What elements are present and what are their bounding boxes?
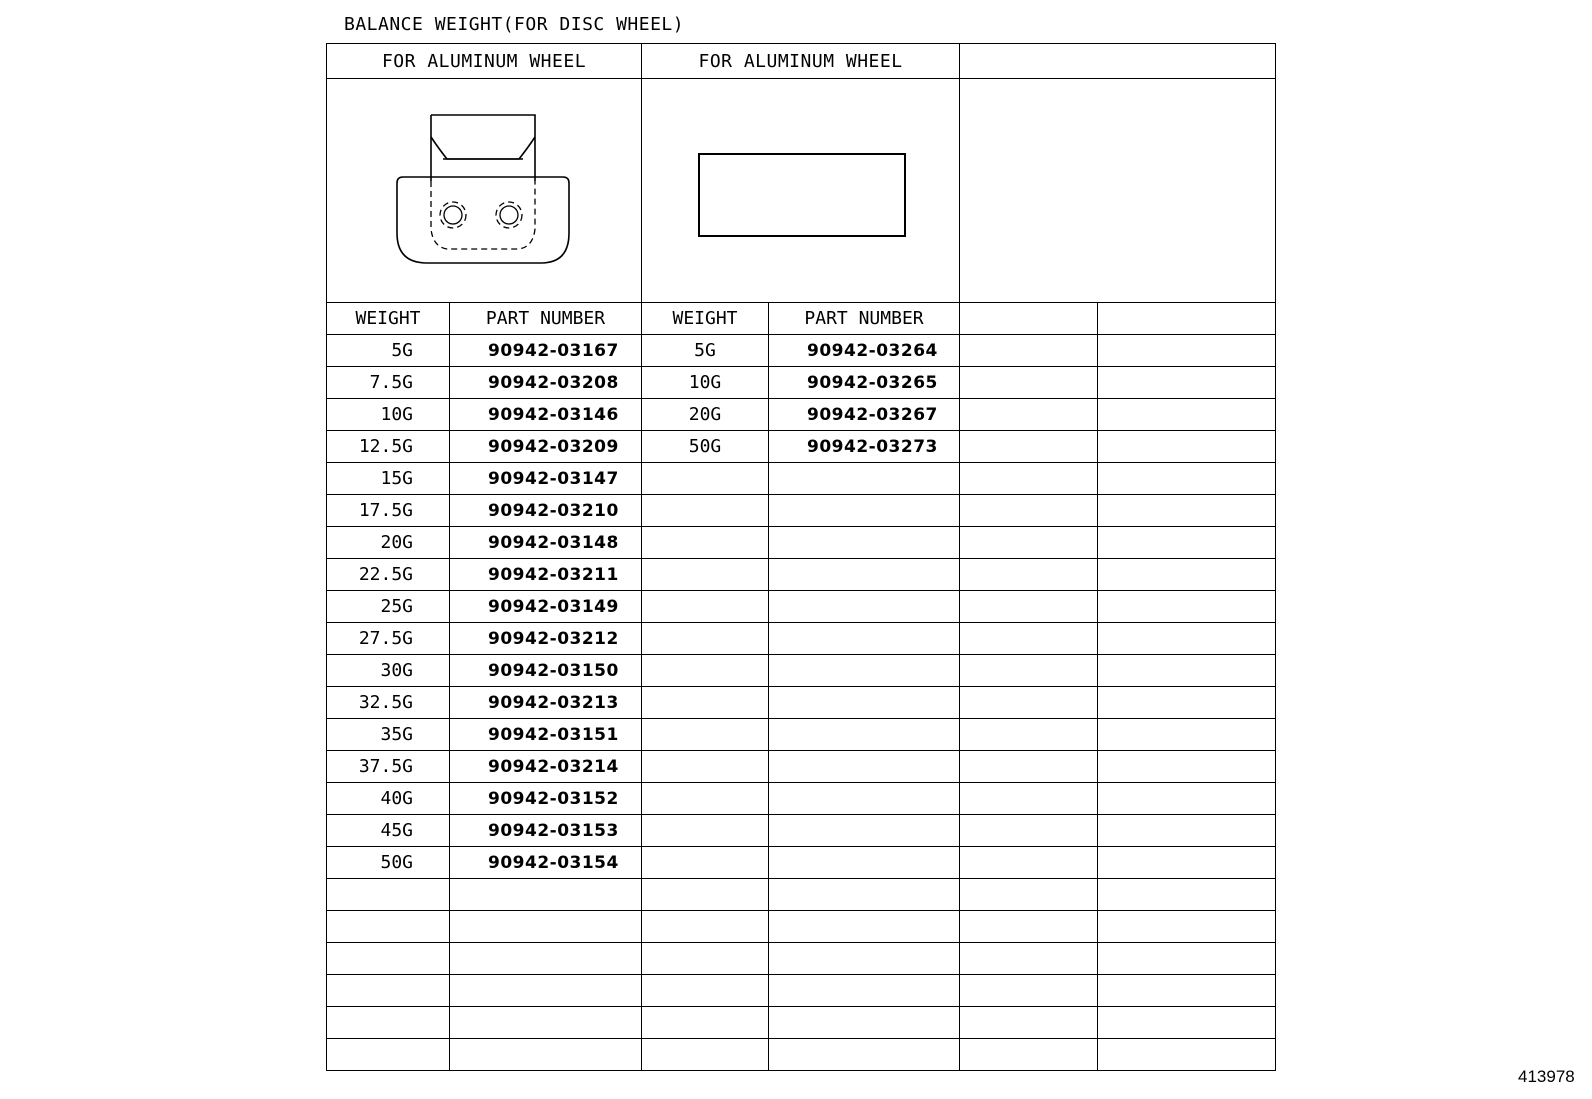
empty-cell <box>1098 463 1276 495</box>
weight-cell: 10G <box>642 367 769 399</box>
empty-cell <box>1098 591 1276 623</box>
weight-cell: 35G <box>327 719 450 751</box>
part-number-cell: 90942-03208 <box>450 367 642 399</box>
weight-cell <box>642 975 769 1007</box>
empty-cell <box>960 943 1098 975</box>
weight-cell <box>642 623 769 655</box>
weight-cell <box>642 559 769 591</box>
table-row <box>327 591 1276 623</box>
part-number-cell <box>450 879 642 911</box>
empty-cell <box>1098 495 1276 527</box>
weight-cell: 40G <box>327 783 450 815</box>
table-row <box>327 687 1276 719</box>
part-number-cell <box>450 911 642 943</box>
part-number-cell: 90942-03264 <box>769 335 960 367</box>
part-number-cell <box>450 1007 642 1039</box>
weight-cell <box>642 783 769 815</box>
part-number-cell <box>769 463 960 495</box>
part-number-cell <box>769 815 960 847</box>
empty-cell <box>1098 911 1276 943</box>
empty-cell <box>960 719 1098 751</box>
weight-cell <box>642 815 769 847</box>
empty-cell <box>1098 975 1276 1007</box>
empty-cell <box>1098 367 1276 399</box>
empty-cell <box>960 367 1098 399</box>
empty-cell <box>960 559 1098 591</box>
part-number-cell <box>769 911 960 943</box>
weight-header: WEIGHT <box>327 303 450 335</box>
illustration-cell <box>327 79 642 303</box>
document-id: 413978 <box>1518 1067 1575 1086</box>
empty-cell <box>960 975 1098 1007</box>
section-header-aluminum-adhesive: FOR ALUMINUM WHEEL <box>642 44 960 79</box>
part-number-header: PART NUMBER <box>450 303 642 335</box>
empty-cell <box>1098 623 1276 655</box>
table-row <box>327 431 1276 463</box>
weight-cell: 20G <box>327 527 450 559</box>
section-header-aluminum-clip: FOR ALUMINUM WHEEL <box>327 44 642 79</box>
part-number-cell: 90942-03213 <box>450 687 642 719</box>
empty-cell <box>960 815 1098 847</box>
weight-cell: 22.5G <box>327 559 450 591</box>
empty-cell <box>1098 1007 1276 1039</box>
section-header-row <box>327 44 1276 79</box>
table-body <box>327 335 1276 1071</box>
part-number-cell: 90942-03146 <box>450 399 642 431</box>
part-number-cell: 90942-03148 <box>450 527 642 559</box>
clip-on-balance-weight-icon <box>327 79 642 298</box>
part-number-cell: 90942-03267 <box>769 399 960 431</box>
weight-cell: 5G <box>642 335 769 367</box>
weight-cell <box>327 975 450 1007</box>
weight-cell: 45G <box>327 815 450 847</box>
empty-cell <box>1098 527 1276 559</box>
weight-cell <box>642 687 769 719</box>
part-number-cell <box>769 1039 960 1071</box>
table-row <box>327 623 1276 655</box>
part-number-cell <box>769 1007 960 1039</box>
weight-cell <box>327 943 450 975</box>
part-number-cell <box>769 527 960 559</box>
weight-cell <box>642 655 769 687</box>
table-row <box>327 943 1276 975</box>
part-number-header: PART NUMBER <box>769 303 960 335</box>
weight-cell <box>642 719 769 751</box>
part-number-cell: 90942-03151 <box>450 719 642 751</box>
empty-cell <box>960 783 1098 815</box>
weight-cell <box>642 847 769 879</box>
part-number-cell <box>769 623 960 655</box>
table-row <box>327 527 1276 559</box>
empty-cell <box>1098 783 1276 815</box>
weight-cell <box>642 1007 769 1039</box>
part-number-cell: 90942-03265 <box>769 367 960 399</box>
weight-cell: 50G <box>642 431 769 463</box>
empty-cell <box>1098 687 1276 719</box>
part-number-cell: 90942-03211 <box>450 559 642 591</box>
weight-cell <box>642 495 769 527</box>
table-row <box>327 559 1276 591</box>
weight-cell: 30G <box>327 655 450 687</box>
empty-cell <box>1098 559 1276 591</box>
empty-cell <box>1098 815 1276 847</box>
table-row <box>327 655 1276 687</box>
empty-cell <box>960 591 1098 623</box>
adhesive-balance-weight-icon <box>642 79 960 298</box>
table-row <box>327 783 1276 815</box>
part-number-cell <box>769 687 960 719</box>
table-row <box>327 1007 1276 1039</box>
empty-header <box>960 303 1098 335</box>
empty-cell <box>960 431 1098 463</box>
weight-cell: 25G <box>327 591 450 623</box>
table-row <box>327 367 1276 399</box>
weight-cell: 12.5G <box>327 431 450 463</box>
parts-table <box>326 43 1276 1071</box>
empty-cell <box>960 879 1098 911</box>
table-row <box>327 847 1276 879</box>
table-row <box>327 399 1276 431</box>
part-number-cell: 90942-03149 <box>450 591 642 623</box>
weight-cell: 10G <box>327 399 450 431</box>
empty-cell <box>960 655 1098 687</box>
part-number-cell: 90942-03273 <box>769 431 960 463</box>
part-number-cell <box>769 559 960 591</box>
empty-cell <box>1098 655 1276 687</box>
table-row <box>327 1039 1276 1071</box>
part-number-cell <box>769 975 960 1007</box>
empty-cell <box>960 527 1098 559</box>
empty-cell <box>1098 943 1276 975</box>
illustration-row <box>327 79 1276 303</box>
table-row <box>327 335 1276 367</box>
part-number-cell <box>769 943 960 975</box>
table-row <box>327 495 1276 527</box>
table-row <box>327 463 1276 495</box>
empty-header <box>1098 303 1276 335</box>
empty-cell <box>960 495 1098 527</box>
page-title: BALANCE WEIGHT(FOR DISC WHEEL) <box>344 14 685 35</box>
weight-cell <box>642 463 769 495</box>
part-number-cell: 90942-03154 <box>450 847 642 879</box>
table-row <box>327 975 1276 1007</box>
weight-cell: 7.5G <box>327 367 450 399</box>
weight-cell: 37.5G <box>327 751 450 783</box>
weight-cell <box>327 1039 450 1071</box>
empty-cell <box>1098 399 1276 431</box>
empty-cell <box>960 623 1098 655</box>
part-number-cell <box>769 751 960 783</box>
weight-cell: 27.5G <box>327 623 450 655</box>
empty-cell <box>1098 431 1276 463</box>
empty-cell <box>1098 751 1276 783</box>
weight-cell: 32.5G <box>327 687 450 719</box>
table-row <box>327 879 1276 911</box>
part-number-cell <box>450 1039 642 1071</box>
column-header-row <box>327 303 1276 335</box>
table-row <box>327 719 1276 751</box>
part-number-cell <box>769 655 960 687</box>
weight-cell <box>642 751 769 783</box>
empty-cell <box>1098 719 1276 751</box>
empty-cell <box>960 687 1098 719</box>
part-number-cell <box>769 495 960 527</box>
part-number-cell: 90942-03212 <box>450 623 642 655</box>
empty-cell <box>960 911 1098 943</box>
empty-cell <box>960 1007 1098 1039</box>
part-number-cell: 90942-03167 <box>450 335 642 367</box>
part-number-cell <box>769 847 960 879</box>
empty-cell <box>1098 1039 1276 1071</box>
weight-cell <box>642 879 769 911</box>
empty-cell <box>960 751 1098 783</box>
empty-cell <box>1098 879 1276 911</box>
part-number-cell: 90942-03152 <box>450 783 642 815</box>
weight-cell <box>642 911 769 943</box>
empty-cell <box>960 1039 1098 1071</box>
part-number-cell <box>450 975 642 1007</box>
table-row <box>327 751 1276 783</box>
empty-cell <box>1098 335 1276 367</box>
weight-cell: 15G <box>327 463 450 495</box>
part-number-cell: 90942-03153 <box>450 815 642 847</box>
weight-cell: 50G <box>327 847 450 879</box>
part-number-cell: 90942-03150 <box>450 655 642 687</box>
weight-cell <box>327 879 450 911</box>
part-number-cell <box>769 719 960 751</box>
weight-cell <box>327 911 450 943</box>
part-number-cell: 90942-03209 <box>450 431 642 463</box>
table-row <box>327 911 1276 943</box>
weight-cell: 17.5G <box>327 495 450 527</box>
weight-cell <box>327 1007 450 1039</box>
empty-cell <box>1098 847 1276 879</box>
weight-cell: 5G <box>327 335 450 367</box>
part-number-cell: 90942-03210 <box>450 495 642 527</box>
weight-header: WEIGHT <box>642 303 769 335</box>
empty-cell <box>960 335 1098 367</box>
weight-cell <box>642 1039 769 1071</box>
weight-cell: 20G <box>642 399 769 431</box>
weight-cell <box>642 943 769 975</box>
table-row <box>327 815 1276 847</box>
weight-cell <box>642 527 769 559</box>
illustration-cell-empty <box>960 79 1276 303</box>
part-number-cell: 90942-03214 <box>450 751 642 783</box>
part-number-cell <box>769 783 960 815</box>
section-header-empty <box>960 44 1276 79</box>
illustration-cell <box>642 79 960 303</box>
empty-cell <box>960 463 1098 495</box>
empty-cell <box>960 399 1098 431</box>
part-number-cell: 90942-03147 <box>450 463 642 495</box>
empty-cell <box>960 847 1098 879</box>
part-number-cell <box>450 943 642 975</box>
part-number-cell <box>769 591 960 623</box>
part-number-cell <box>769 879 960 911</box>
weight-cell <box>642 591 769 623</box>
